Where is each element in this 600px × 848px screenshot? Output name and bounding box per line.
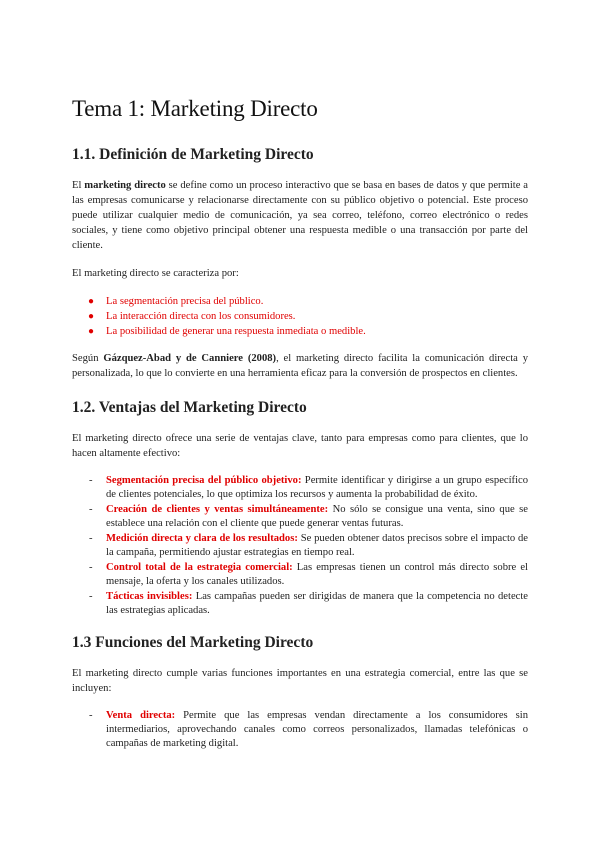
list-item: ● La posibilidad de generar una respuesta inmediata o medible.: [88, 326, 366, 337]
document-page: [72, 96, 528, 764]
list-item: ● La interacción directa con los consumidores.: [88, 311, 296, 322]
funciones-list: [72, 709, 528, 751]
list-item: ● La segmentación precisa del público.: [88, 296, 264, 307]
section-heading-funciones: 1.3 Funciones del Marketing Directo: [72, 634, 314, 651]
page-title: Tema 1: Marketing Directo: [72, 96, 318, 121]
list-item: - Tácticas invisibles: Las campañas pueden ser dirigidas de manera que la competencia no detecte las estrategias aplicadas.: [89, 591, 528, 616]
paragraph-definicion: El marketing directo se define como un proceso interactivo que se basa en bases de datos y que permite a las empresas comunicarse y relacionarse directamente con su público objetivo o potencial. Este proceso puede utilizar cualquier medio de comunicación, ya sea correo, teléfono, correo electrónico o redes sociales, y tiene como objetivo principal obtener una respuesta medible o una transacción por parte del cliente.: [72, 180, 528, 251]
section-heading-definicion: 1.1. Definición de Marketing Directo: [72, 146, 314, 163]
bullet-list: [72, 294, 528, 339]
ventajas-list: [72, 474, 528, 618]
list-item: - Medición directa y clara de los resultados: Se pueden obtener datos precisos sobre el impacto de la campaña, permitiendo ajustar estrategias en tiempo real.: [89, 533, 528, 558]
paragraph-cita: Según Gázquez-Abad y de Canniere (2008), el marketing directo facilita la comunicación directa y personalizada, lo que lo convierte en una herramienta eficaz para la conversión de prospectos en clientes.: [72, 353, 528, 379]
paragraph-ventajas-intro: El marketing directo ofrece una serie de ventajas clave, tanto para empresas como para clientes, que lo hacen altamente efectivo:: [72, 433, 528, 459]
list-item: - Venta directa: Permite que las empresas vendan directamente a los consumidores sin intermediarios, aprovechando canales como correos personalizados, llamadas telefónicas o campañas de marketing digital.: [89, 710, 528, 749]
list-item: - Segmentación precisa del público objetivo: Permite identificar y dirigirse a un grupo específico de clientes potenciales, lo que optimiza los recursos y aumenta la probabilidad de éxito.: [89, 475, 529, 500]
bullet-icon: ●: [88, 296, 95, 307]
list-item: - Creación de clientes y ventas simultáneamente: No sólo se consigue una venta, sino que se establece una relación con el cliente que puede generar ventas futuras.: [89, 504, 528, 529]
section-heading-ventajas: 1.2. Ventajas del Marketing Directo: [72, 399, 307, 416]
list-item: - Control total de la estrategia comercial: Las empresas tienen un control más directo sobre el mensaje, la oferta y los canales utilizados.: [89, 562, 528, 587]
bullet-icon: ●: [88, 311, 95, 322]
bold-term: marketing directo: [84, 180, 166, 191]
paragraph-funciones-intro: El marketing directo cumple varias funciones importantes en una estrategia comercial, entre las que se incluyen:: [72, 668, 528, 694]
paragraph-caracteriza: El marketing directo se caracteriza por:: [72, 268, 239, 279]
citation: Gázquez-Abad y de Canniere (2008): [103, 353, 277, 364]
bullet-icon: ●: [88, 326, 95, 337]
